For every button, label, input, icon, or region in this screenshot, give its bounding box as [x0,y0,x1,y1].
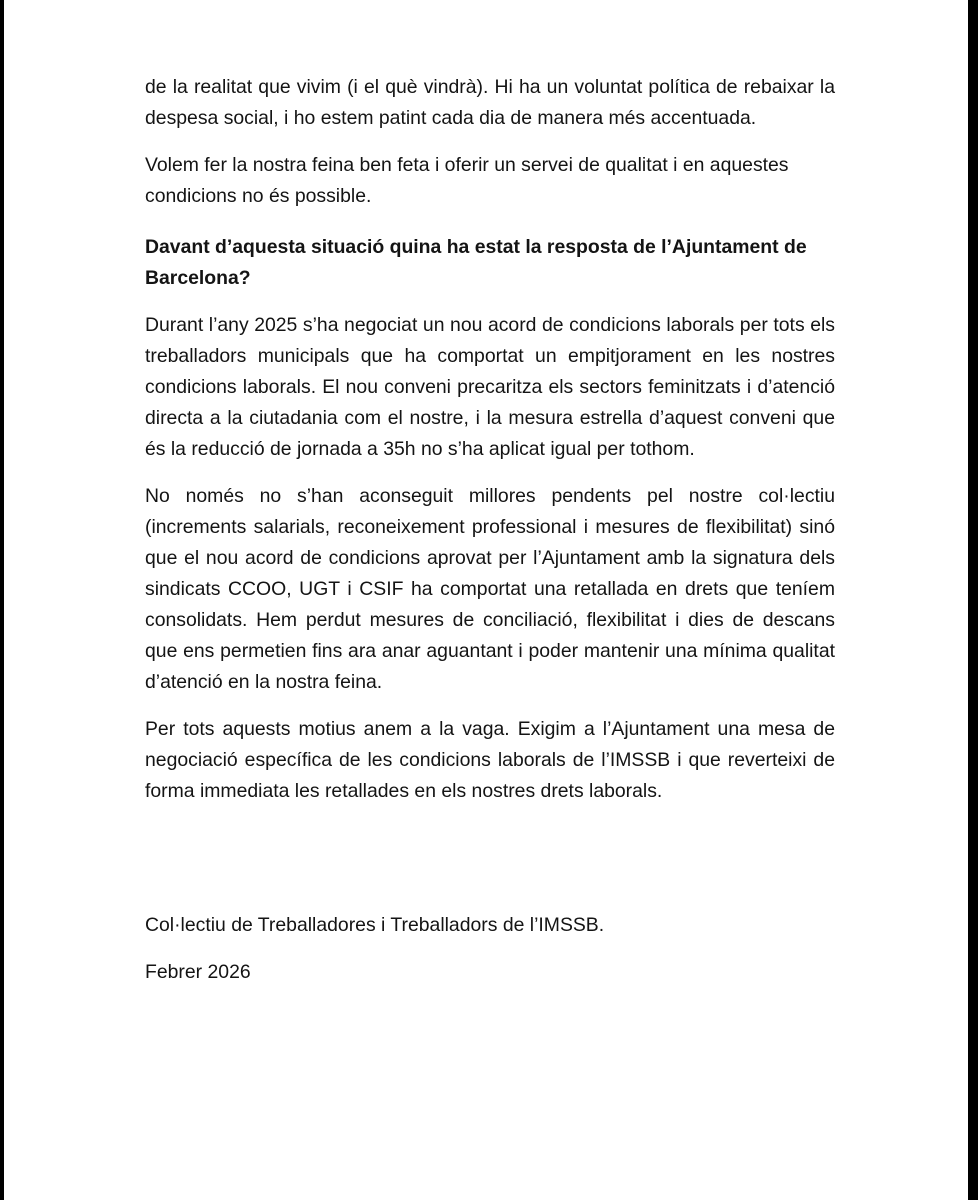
document-page [4,0,968,1200]
signature-line: Col·lectiu de Treballadores i Treballadors de l’IMSSB. [145,914,605,936]
body-paragraph: Volem fer la nostra feina ben feta i oferir un servei de qualitat i en aquestes condicions no és possible. [145,154,789,207]
body-paragraph: Per tots aquests motius anem a la vaga. Exigim a l’Ajuntament una mesa de negociació específica de les condicions laborals de l’IMSSB i que reverteixi de forma immediata les retallades en els nostres drets laborals. [145,718,835,802]
section-heading: Davant d’aquesta situació quina ha estat la resposta de l’Ajuntament de Barcelona? [145,236,807,289]
signature-block [145,910,835,988]
body-paragraph: Durant l’any 2025 s’ha negociat un nou acord de condicions laborals per tots els treballadors municipals que ha comportat un empitjorament en les nostres condicions laborals. El nou conveni precaritza els sectors feminitzats i d’atenció directa a la ciutadania com el nostre, i la mesura estrella d’aquest conveni que és la reducció de jornada a 35h no s’ha aplicat igual per tothom. [145,314,835,460]
body-paragraph: de la realitat que vivim (i el què vindrà). Hi ha un voluntat política de rebaixar la despesa social, i ho estem patint cada dia de manera més accentuada. [145,76,835,129]
document-body [145,72,835,1004]
date-line: Febrer 2026 [145,961,251,983]
body-paragraph: No només no s’han aconseguit millores pendents pel nostre col·lectiu (increments salarials, reconeixement professional i mesures de flexibilitat) sinó que el nou acord de condicions aprovat per l’Ajuntament amb la signatura dels sindicats CCOO, UGT i CSIF ha comportat una retallada en drets que teníem consolidats. Hem perdut mesures de conciliació, flexibilitat i dies de descans que ens permetien fins ara anar aguantant i poder mantenir una mínima qualitat d’atenció en la nostra feina. [145,485,835,693]
